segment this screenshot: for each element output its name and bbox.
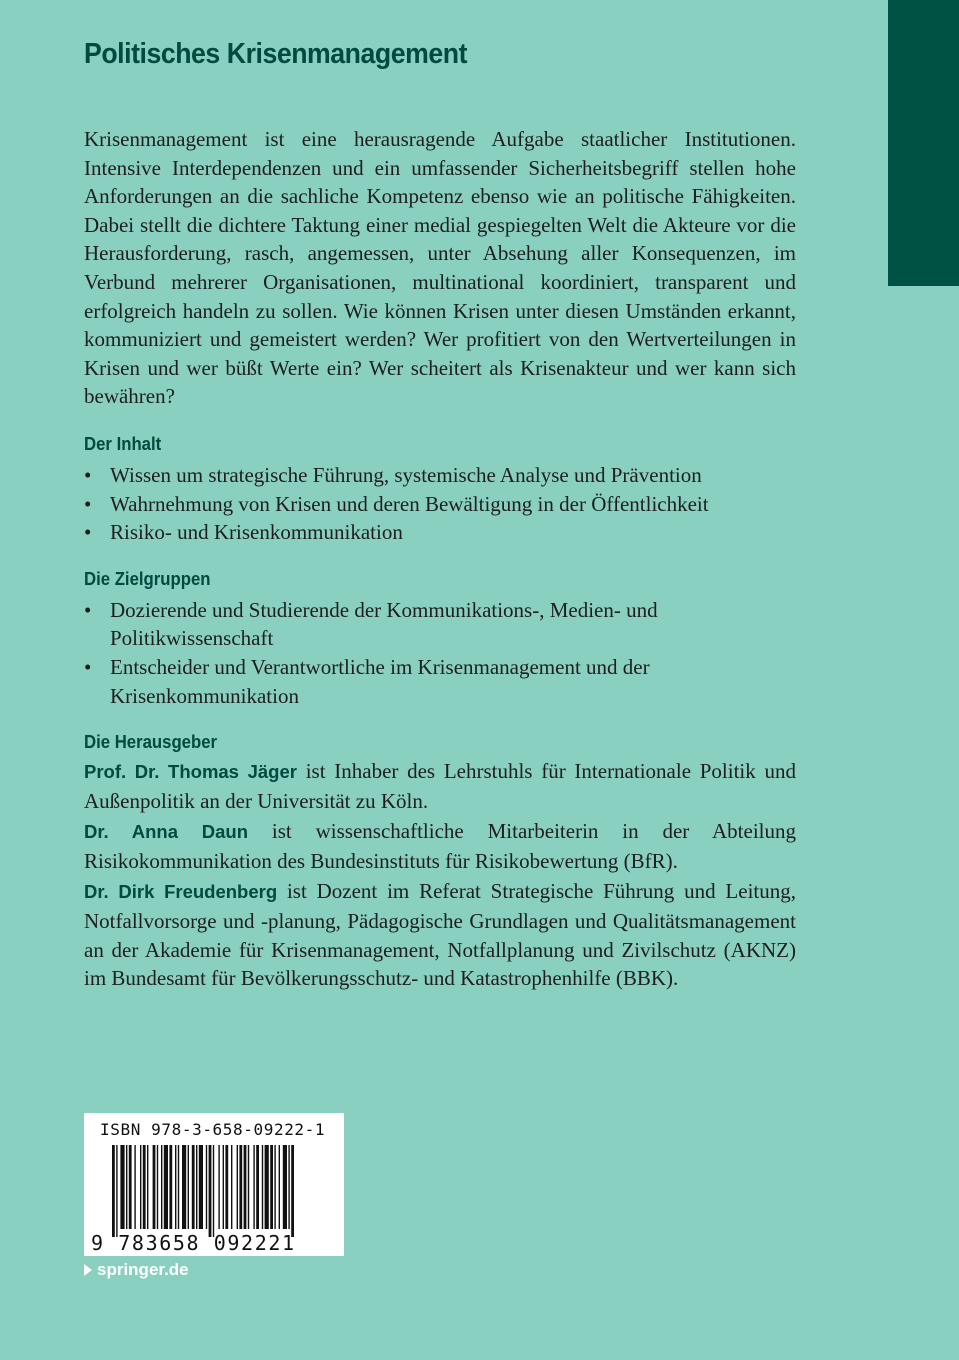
barcode-bar <box>237 1145 238 1229</box>
editor-name: Prof. Dr. Thomas Jäger <box>84 761 297 783</box>
zielgruppen-list <box>84 596 796 710</box>
barcode-bar <box>178 1145 179 1229</box>
barcode-bar <box>231 1145 232 1229</box>
isbn-barcode <box>84 1113 344 1256</box>
editor-name: Dr. Dirk Freudenberg <box>84 881 278 903</box>
list-item: • Risiko- und Krisenkommunikation <box>84 518 796 547</box>
barcode-bar <box>256 1145 259 1229</box>
inhalt-list <box>84 461 796 547</box>
barcode-digits: 9 783658 092221 <box>91 1231 296 1255</box>
barcode-bar <box>225 1145 228 1229</box>
barcode-bar <box>188 1145 189 1229</box>
barcode-bar <box>182 1145 186 1229</box>
barcode-bar <box>126 1145 127 1229</box>
corner-accent-bar <box>888 0 959 286</box>
editor-bio-text: ist Dozent im Referat Strategische Führung und Leitung, Notfallvorsorge und -planung, Pädagogische Grundlagen und Qualitätsmanagement an der Akademie für Krisenmanagement, Notfallplanung und Zivilschutz (AKNZ) im Bundesamt für Bevölkerungsschutz- und Katastrophenhilfe (BBK). <box>84 879 796 991</box>
barcode-bar <box>218 1145 219 1229</box>
editor-name: Dr. Anna Daun <box>84 821 249 843</box>
barcode-bar <box>239 1145 242 1229</box>
section-heading-zielgruppen: Die Zielgruppen <box>84 568 211 589</box>
list-item: • Wissen um strategische Führung, systemische Analyse und Prävention <box>84 461 796 490</box>
barcode-bar <box>140 1145 141 1229</box>
section-heading-herausgeber: Die Herausgeber <box>84 732 218 753</box>
barcode-bar <box>262 1145 263 1229</box>
barcode-bar <box>116 1145 117 1237</box>
barcode-bar <box>157 1145 158 1229</box>
back-cover-text <box>84 125 796 993</box>
barcode-bar <box>153 1145 156 1229</box>
barcode-bar <box>192 1145 195 1229</box>
barcode-bar <box>134 1145 135 1229</box>
editor-bio <box>84 757 796 815</box>
barcode-bar <box>169 1145 172 1229</box>
barcode-bar <box>196 1145 197 1229</box>
list-item: • Wahrnehmung von Krisen und deren Bewältigung in der Öffentlichkeit <box>84 490 796 519</box>
editor-bio <box>84 817 796 875</box>
publisher-link[interactable] <box>84 1260 189 1280</box>
publisher-label: springer.de <box>97 1260 189 1279</box>
editor-bio-text: ist wissenschaftliche Mitarbeiterin in der Abteilung Risikokommunikation des Bundesinstituts für Risikobewertung (BfR). <box>84 819 797 873</box>
barcode-bar <box>265 1145 269 1229</box>
barcode-bar <box>288 1145 289 1229</box>
barcode-bar <box>283 1145 287 1229</box>
barcode-bar <box>112 1145 115 1237</box>
barcode-bar <box>253 1145 254 1229</box>
barcode-bar <box>206 1145 207 1229</box>
editor-bio-text: ist Inhaber des Lehrstuhls für Internationale Politik und Außenpolitik an der Universität zu Köln. <box>84 759 796 813</box>
section-heading-inhalt: Der Inhalt <box>84 433 162 454</box>
list-item: • Entscheider und Verantwortliche im Krisenmanagement und der Krisenkommunikation <box>84 653 796 710</box>
barcode-bar <box>270 1145 273 1229</box>
barcode-bar <box>248 1145 249 1229</box>
list-item: • Dozierende und Studierende der Kommunikations-, Medien- und Politikwissenschaft <box>84 596 796 653</box>
barcode-bar <box>147 1145 148 1229</box>
barcode-bar <box>213 1145 214 1237</box>
arrow-icon <box>84 1264 92 1276</box>
barcode-bar <box>279 1145 280 1229</box>
barcode-bar <box>244 1145 247 1229</box>
barcode-bar <box>199 1145 203 1229</box>
barcode-bar <box>164 1145 168 1229</box>
barcode-bar <box>120 1145 124 1229</box>
barcode-bar <box>223 1145 224 1229</box>
barcode-bar <box>274 1145 275 1229</box>
barcode-bar <box>129 1145 132 1229</box>
barcode-bar <box>291 1145 294 1237</box>
barcode-bar <box>143 1145 146 1229</box>
barcode-bar <box>209 1145 212 1237</box>
barcode-bar <box>161 1145 162 1229</box>
book-title: Politisches Krisenmanagement <box>84 38 468 70</box>
intro-paragraph: Krisenmanagement ist eine herausragende Aufgabe staatlicher Institutionen. Intensive Interdependenzen und ein umfassender Sicherheitsbegriff stellen hohe Anforderungen an die sachliche Kompetenz ebenso wie an politische Fähigkeiten. Dabei stellt die dichtere Taktung einer medial gespiegelten Welt die Akteure vor die Herausforderung, rasch, angemessen, unter Absehung aller Konsequenzen, im Verbund mehrerer Organisationen, multinational koordiniert, transparent und erfolgreich handeln zu sollen. Wie können Krisen unter diesen Umständen erkannt, kommuniziert und gemeistert werden? Wer profitiert von den Wertverteilungen in Krisen und wer büßt Werte ein? Wer scheitert als Krisenakteur und wer kann sich bewähren? <box>84 127 796 409</box>
editor-bio <box>84 877 796 992</box>
barcode-bar <box>175 1145 176 1229</box>
isbn-label: ISBN 978-3-658-09222-1 <box>100 1120 326 1139</box>
